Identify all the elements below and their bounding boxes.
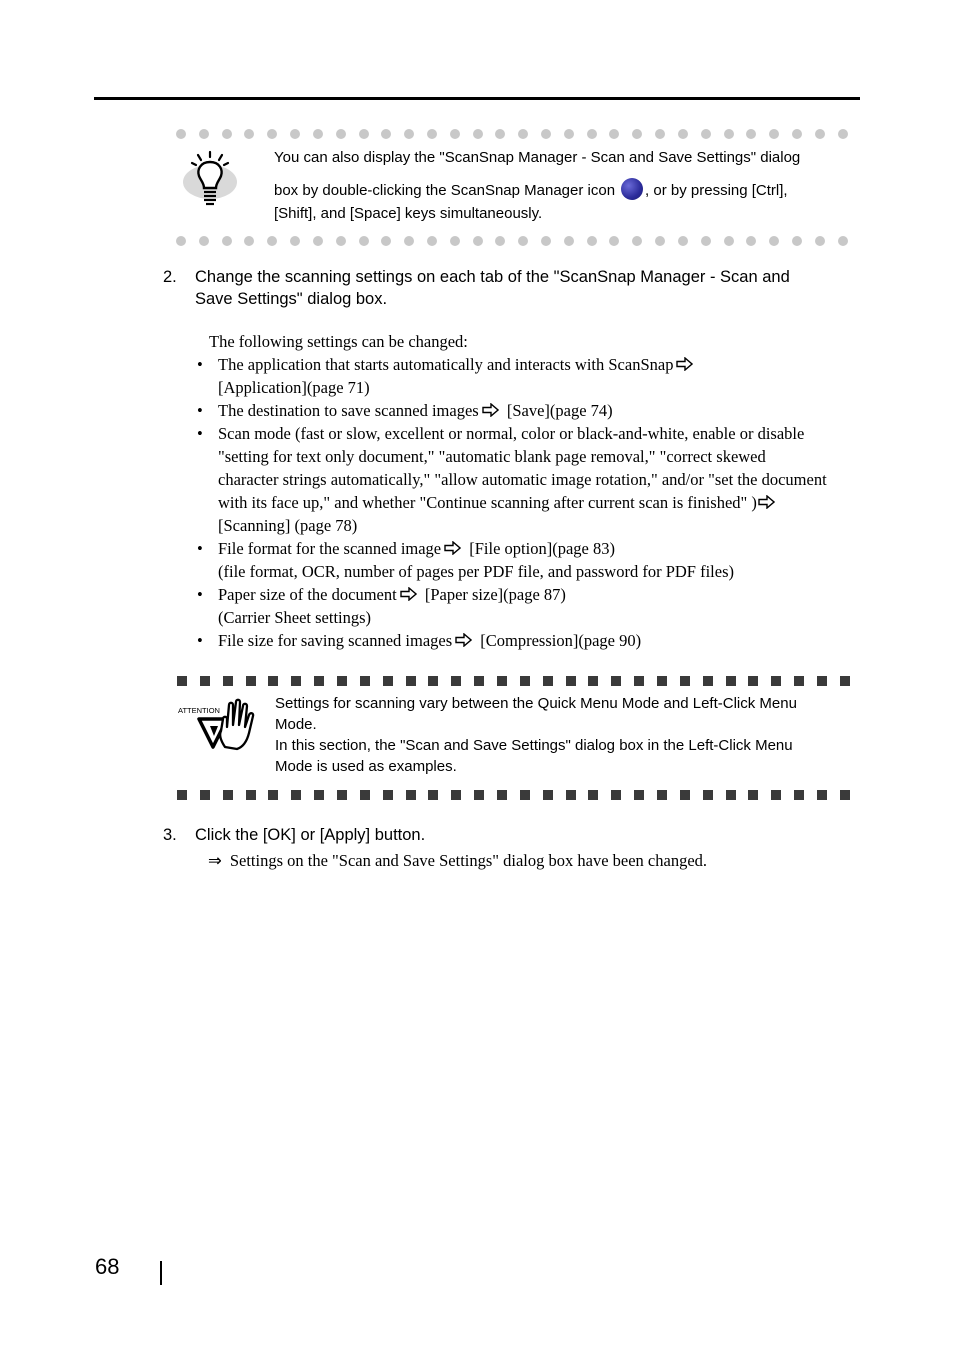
item-reference: [Scanning] (page 78): [218, 516, 358, 535]
hint-bottom-border: [176, 236, 848, 248]
item-subtext: (Carrier Sheet settings): [218, 608, 372, 627]
reference-arrow-icon: [676, 357, 693, 371]
lightbulb-hint-icon: [180, 150, 240, 208]
item-reference: [Application](page 71): [218, 378, 370, 397]
attention-hand-icon: [177, 697, 259, 751]
item-subtext: (file format, OCR, number of pages per PDF file, and password for PDF files): [218, 562, 734, 581]
settings-intro: The following settings can be changed:: [209, 332, 468, 351]
hint-top-border: [176, 129, 848, 141]
hint-line-2: [274, 179, 849, 202]
attention-text: [275, 693, 850, 777]
item-text-line: Scan mode (fast or slow, excellent or normal, color or black-and-white, enable or disable: [218, 424, 805, 443]
list-item: [196, 353, 861, 399]
attention-bottom-border: [177, 790, 850, 800]
hint-line-2-text: box by double-clicking the ScanSnap Manager icon: [274, 182, 616, 199]
step-2-line-1: Change the scanning settings on each tab of the "ScanSnap Manager - Scan and: [195, 268, 790, 286]
reference-arrow-icon: [400, 587, 417, 601]
list-item: [196, 629, 861, 652]
list-item: [196, 537, 861, 583]
list-item: [196, 422, 861, 537]
header-rule: [94, 97, 860, 100]
implies-arrow-icon: ⇒: [208, 851, 222, 870]
item-text: File format for the scanned image: [218, 539, 442, 558]
item-text-line: "setting for text only document," "automatic blank page removal," "correct skewed: [218, 447, 766, 466]
reference-arrow-icon: [455, 633, 472, 647]
step-3-result: [208, 849, 707, 872]
attention-line-2: Mode.: [275, 716, 317, 733]
page-number: 68: [95, 1254, 120, 1279]
page-number-divider: [160, 1261, 162, 1285]
item-reference: [Compression](page 90): [480, 631, 642, 650]
step-3: [163, 824, 853, 846]
list-item: [196, 399, 861, 422]
attention-top-border: [177, 676, 850, 686]
reference-arrow-icon: [482, 403, 499, 417]
reference-arrow-icon: [758, 495, 775, 509]
attention-label: ATTENTION: [178, 706, 220, 715]
reference-arrow-icon: [444, 541, 461, 555]
attention-line-1: Settings for scanning vary between the Quick Menu Mode and Left-Click Menu: [275, 695, 797, 712]
result-text: Settings on the "Scan and Save Settings" dialog box have been changed.: [229, 851, 708, 870]
item-text-line: character strings automatically," "allow automatic image rotation," and/or "set the document: [218, 470, 827, 489]
list-item: [196, 583, 861, 629]
step-2-text: [195, 266, 790, 310]
hint-line-2-end: , or by pressing [Ctrl],: [645, 182, 788, 199]
item-reference: [Save](page 74): [506, 401, 613, 420]
item-text: File size for saving scanned images: [218, 631, 453, 650]
step-3-text: Click the [OK] or [Apply] button.: [195, 826, 426, 844]
step-2-line-2: Save Settings" dialog box.: [195, 290, 388, 308]
item-text: The application that starts automatically and interacts with ScanSnap: [218, 355, 674, 374]
step-3-number: 3.: [163, 826, 177, 844]
step-2: [163, 266, 853, 312]
hint-text: [274, 146, 849, 225]
item-reference: [Paper size](page 87): [424, 585, 566, 604]
scansnap-manager-icon: [621, 178, 643, 200]
item-text: Paper size of the document: [218, 585, 397, 604]
hint-line-3: [Shift], and [Space] keys simultaneously.: [274, 205, 543, 222]
item-reference: [File option](page 83): [469, 539, 615, 558]
hint-line-1: You can also display the "ScanSnap Manager - Scan and Save Settings" dialog: [274, 149, 801, 166]
item-text-line: with its face up," and whether "Continue scanning after current scan is finished" ): [218, 493, 757, 512]
item-text: The destination to save scanned images: [218, 401, 479, 420]
attention-line-4: Mode is used as examples.: [275, 758, 457, 775]
attention-line-3: In this section, the "Scan and Save Settings" dialog box in the Left-Click Menu: [275, 737, 793, 754]
settings-list: [196, 353, 861, 652]
step-2-number: 2.: [163, 268, 177, 286]
